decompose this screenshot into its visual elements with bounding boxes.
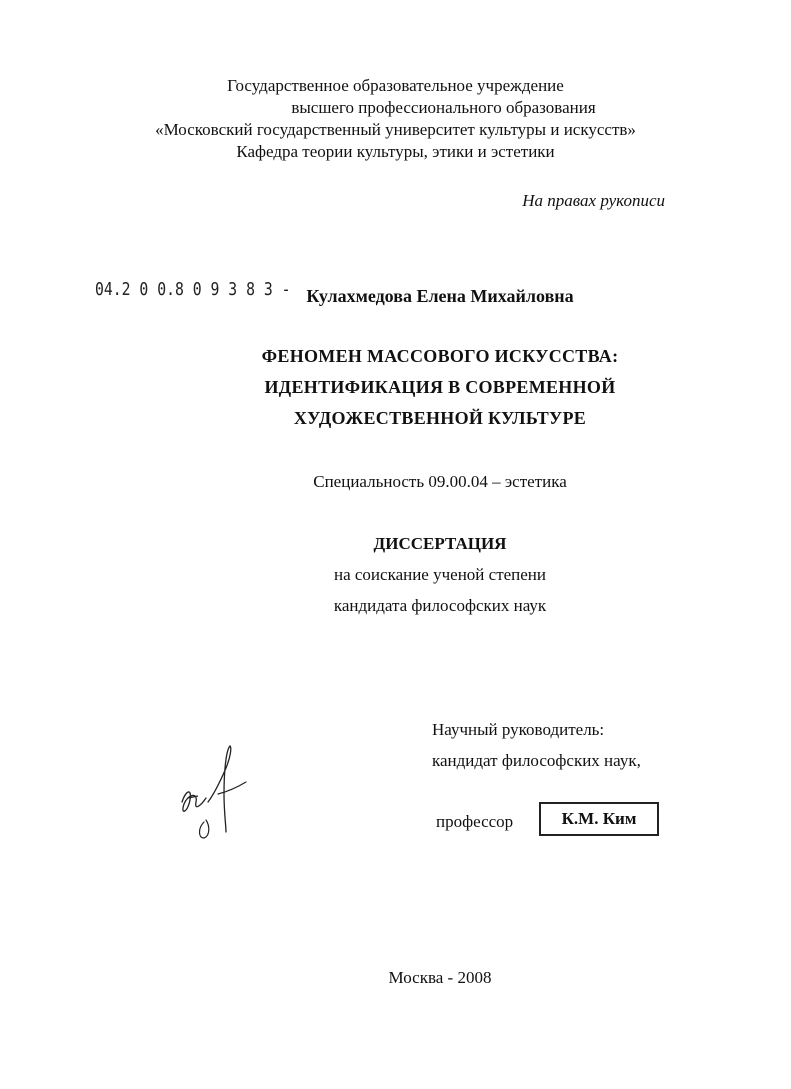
specialty: Специальность 09.00.04 – эстетика — [313, 472, 567, 491]
supervisor-name: К.М. Ким — [561, 809, 637, 828]
department-line: Кафедра теории культуры, этики и эстетики — [236, 142, 555, 161]
institution-line-1: Государственное образовательное учреждение — [227, 76, 564, 95]
title-line-1: ФЕНОМЕН МАССОВОГО ИСКУССТВА: — [261, 346, 619, 366]
institution-line-2: высшего профессионального образования — [291, 98, 596, 117]
registration-number-stamp: 04.2 0 0.8 0 9 3 8 3 - — [95, 279, 291, 300]
title-line-3: ХУДОЖЕСТВЕННОЙ КУЛЬТУРЕ — [293, 408, 587, 428]
supervisor-degree: кандидат философских наук, — [432, 751, 641, 770]
title-line-2: ИДЕНТИФИКАЦИЯ В СОВРЕМЕННОЙ — [264, 377, 616, 397]
institution-line-3: «Московский государственный университет культуры и искусств» — [155, 120, 636, 139]
degree-line-2: кандидата философских наук — [333, 596, 547, 615]
author-name: Кулахмедова Елена Михайловна — [306, 286, 574, 306]
place-year: Москва - 2008 — [388, 968, 492, 987]
manuscript-rights: На правах рукописи — [522, 191, 665, 210]
supervisor-name-box — [539, 802, 659, 836]
document-type: ДИССЕРТАЦИЯ — [373, 534, 507, 553]
handwritten-signature — [168, 742, 263, 852]
degree-line-1: на соискание ученой степени — [333, 565, 547, 584]
supervisor-label: Научный руководитель: — [432, 720, 605, 739]
supervisor-position: профессор — [436, 812, 514, 831]
